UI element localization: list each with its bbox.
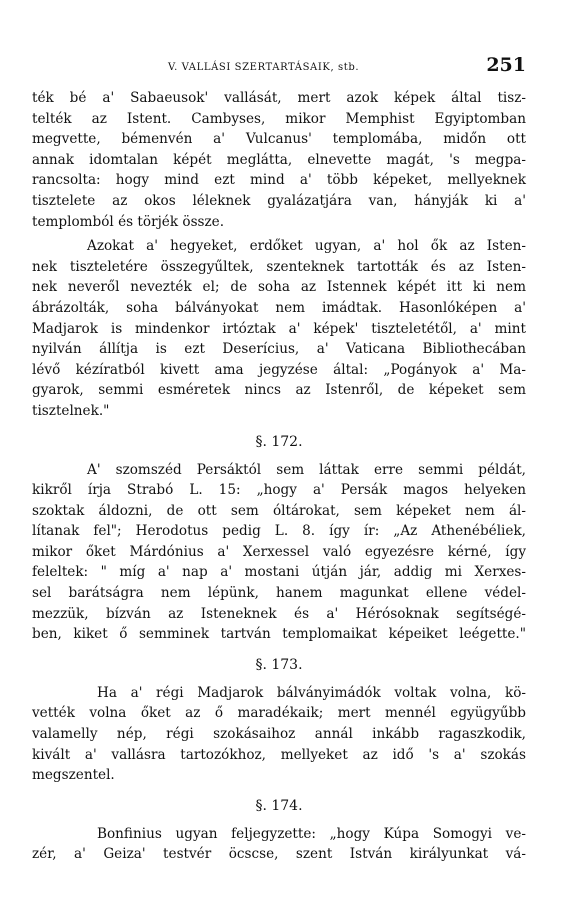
text-line: tisztelete az okos léleknek gyalázatjára van, hányják ki a' [32, 192, 526, 209]
text-line: tisztelnek." [32, 402, 110, 419]
text-line: sel barátságra nem lépünk, hanem magunkat ellene védel- [32, 585, 526, 602]
text-line: rancsolta: hogy mind ezt mind a' több képeket, mellyeknek [32, 172, 526, 189]
text-line: Madjarok is mindenkor irtóztak a' képek' tiszteletétől, a' mint [32, 320, 526, 337]
text-line: templomból és törjék össze. [32, 213, 225, 230]
text-line: telték az Istent. Cambyses, mikor Memphist Egyiptomban [32, 110, 526, 127]
text-line: szoktak áldozni, de ott sem óltárokat, sem képeket nem ál- [32, 502, 526, 519]
text-line: zér, a' Geiza' testvér öcscse, szent István királyunkat vá- [32, 846, 526, 863]
text-line: gyarok, semmi esméretek nincs az Istenről, de képeket sem [32, 382, 526, 399]
text-line: kivált a' vallásra tartozókhoz, mellyeket az idő 's a' szokás [32, 746, 526, 763]
text-line: ték bé a' Sabaeusok' vallását, mert azok képek által tisz- [32, 90, 526, 106]
text-line: annak idomtalan képét meglátta, elnevette magát, 's megpa- [32, 151, 526, 168]
text-line: nyilván állítja is ezt Deserícius, a' Vaticana Bibliothecában [32, 341, 526, 358]
section-172-body [32, 460, 526, 645]
text-line: valamelly nép, régi szokásaihoz annál inkább ragaszkodik, [32, 726, 526, 743]
text-line: nek tiszteletére összegyűltek, szenteknek tartották és az Isten- [32, 258, 526, 275]
section-heading-173: §. 173. [255, 656, 303, 673]
section-173-body [32, 683, 526, 786]
text-line: lévő kézíratból kivett ama jegyzése által: „Pogányok a' Ma- [32, 361, 526, 378]
text-line: mezzük, bízván az Isteneknek és a' Hérósoknak segítségé- [32, 605, 526, 622]
paragraph-1 [32, 88, 526, 232]
page-number: 251 [486, 54, 526, 76]
text-line: ben, kiket ő semminek tartván templomaikat képeiket leégette." [32, 626, 526, 643]
text-line: mikor őket Márdónius a' Xerxessel való egyezésre kérné, így [32, 543, 526, 560]
running-head: V. VALLÁSI SZERTARTÁSAIK, stb. [168, 62, 360, 73]
text-line: Bonfinius ugyan feljegyzette: „hogy Kúpa Somogyi ve- [97, 825, 526, 842]
text-line: vették volna őket az ő maradékaik; mert mennél együgyűbb [32, 705, 526, 722]
section-174-body [32, 824, 526, 865]
section-heading-174: §. 174. [255, 797, 303, 814]
text-line: A' szomszéd Persáktól sem láttak erre semmi példát, [87, 461, 526, 478]
text-line: megszentel. [32, 767, 115, 784]
paragraph-2 [32, 236, 526, 421]
page-body [32, 88, 526, 865]
section-heading-172: §. 172. [255, 433, 303, 450]
text-line: ábrázolták, soha bálványokat nem imádtak. Hasonlóképen a' [32, 299, 526, 316]
text-line: Ha a' régi Madjarok bálványimádók voltak volna, kö- [97, 684, 526, 701]
page-header [38, 54, 526, 80]
text-line: Azokat a' hegyeket, erdőket ugyan, a' hol ők az Isten- [87, 238, 526, 255]
text-line: nek neveről nevezték el; de soha az Istennek képét itt ki nem [32, 279, 526, 296]
text-line: lítanak fel"; Herodotus pedig L. 8. így ír: „Az Athenébéliek, [32, 523, 526, 540]
text-line: megvette, bémenvén a' Vulcanus' templomába, midőn ott [32, 131, 526, 148]
text-line: feleltek: " míg a' nap a' mostani útján jár, addig mi Xerxes- [32, 564, 526, 581]
text-line: kikről írja Strabó L. 15: „hogy a' Persák magos helyeken [32, 482, 526, 499]
